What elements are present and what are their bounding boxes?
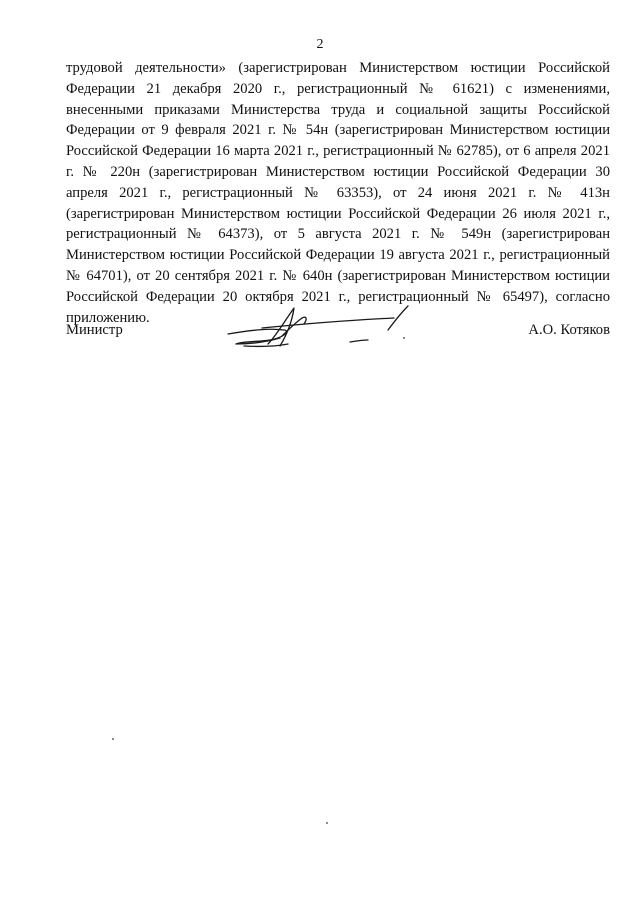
page-number: 2 xyxy=(316,37,324,52)
scan-speck xyxy=(112,738,114,740)
signatory-position: Министр xyxy=(66,322,123,338)
handwritten-signature-icon xyxy=(222,300,422,356)
body-paragraph: трудовой деятельности» (зарегистрирован Министерством юстиции Российской Федерации 21 декабря 2020 г., регистрационный № 61621) с изменениями, внесенными приказами Министерства труда и социальной защиты Российской Федерации от 9 февраля 2021 г. № 54н (зарегистрирован Министерством юстиции Российской Федерации 16 марта 2021 г., регистрационный № 62785), от 6 апреля 2021 г. № 220н (зарегистрирован Министерством юстиции Российской Федерации 30 апреля 2021 г., регистрационный № 63353), от 24 июня 2021 г. № 413н (зарегистрирован Министерством юстиции Российской Федерации 26 июля 2021 г., регистрационный № 64373), от 5 августа 2021 г. № 549н (зарегистрирован Министерством юстиции Российской Федерации 19 августа 2021 г., регистрационный № 64701), от 20 сентября 2021 г. № 640н (зарегистрирован Министерством юстиции Российской Федерации 20 октября 2021 г., регистрационный № 65497), согласно приложению. xyxy=(66,60,610,326)
scan-speck xyxy=(326,822,328,824)
signature-block xyxy=(66,300,610,360)
signatory-name: А.О. Котяков xyxy=(528,322,610,338)
